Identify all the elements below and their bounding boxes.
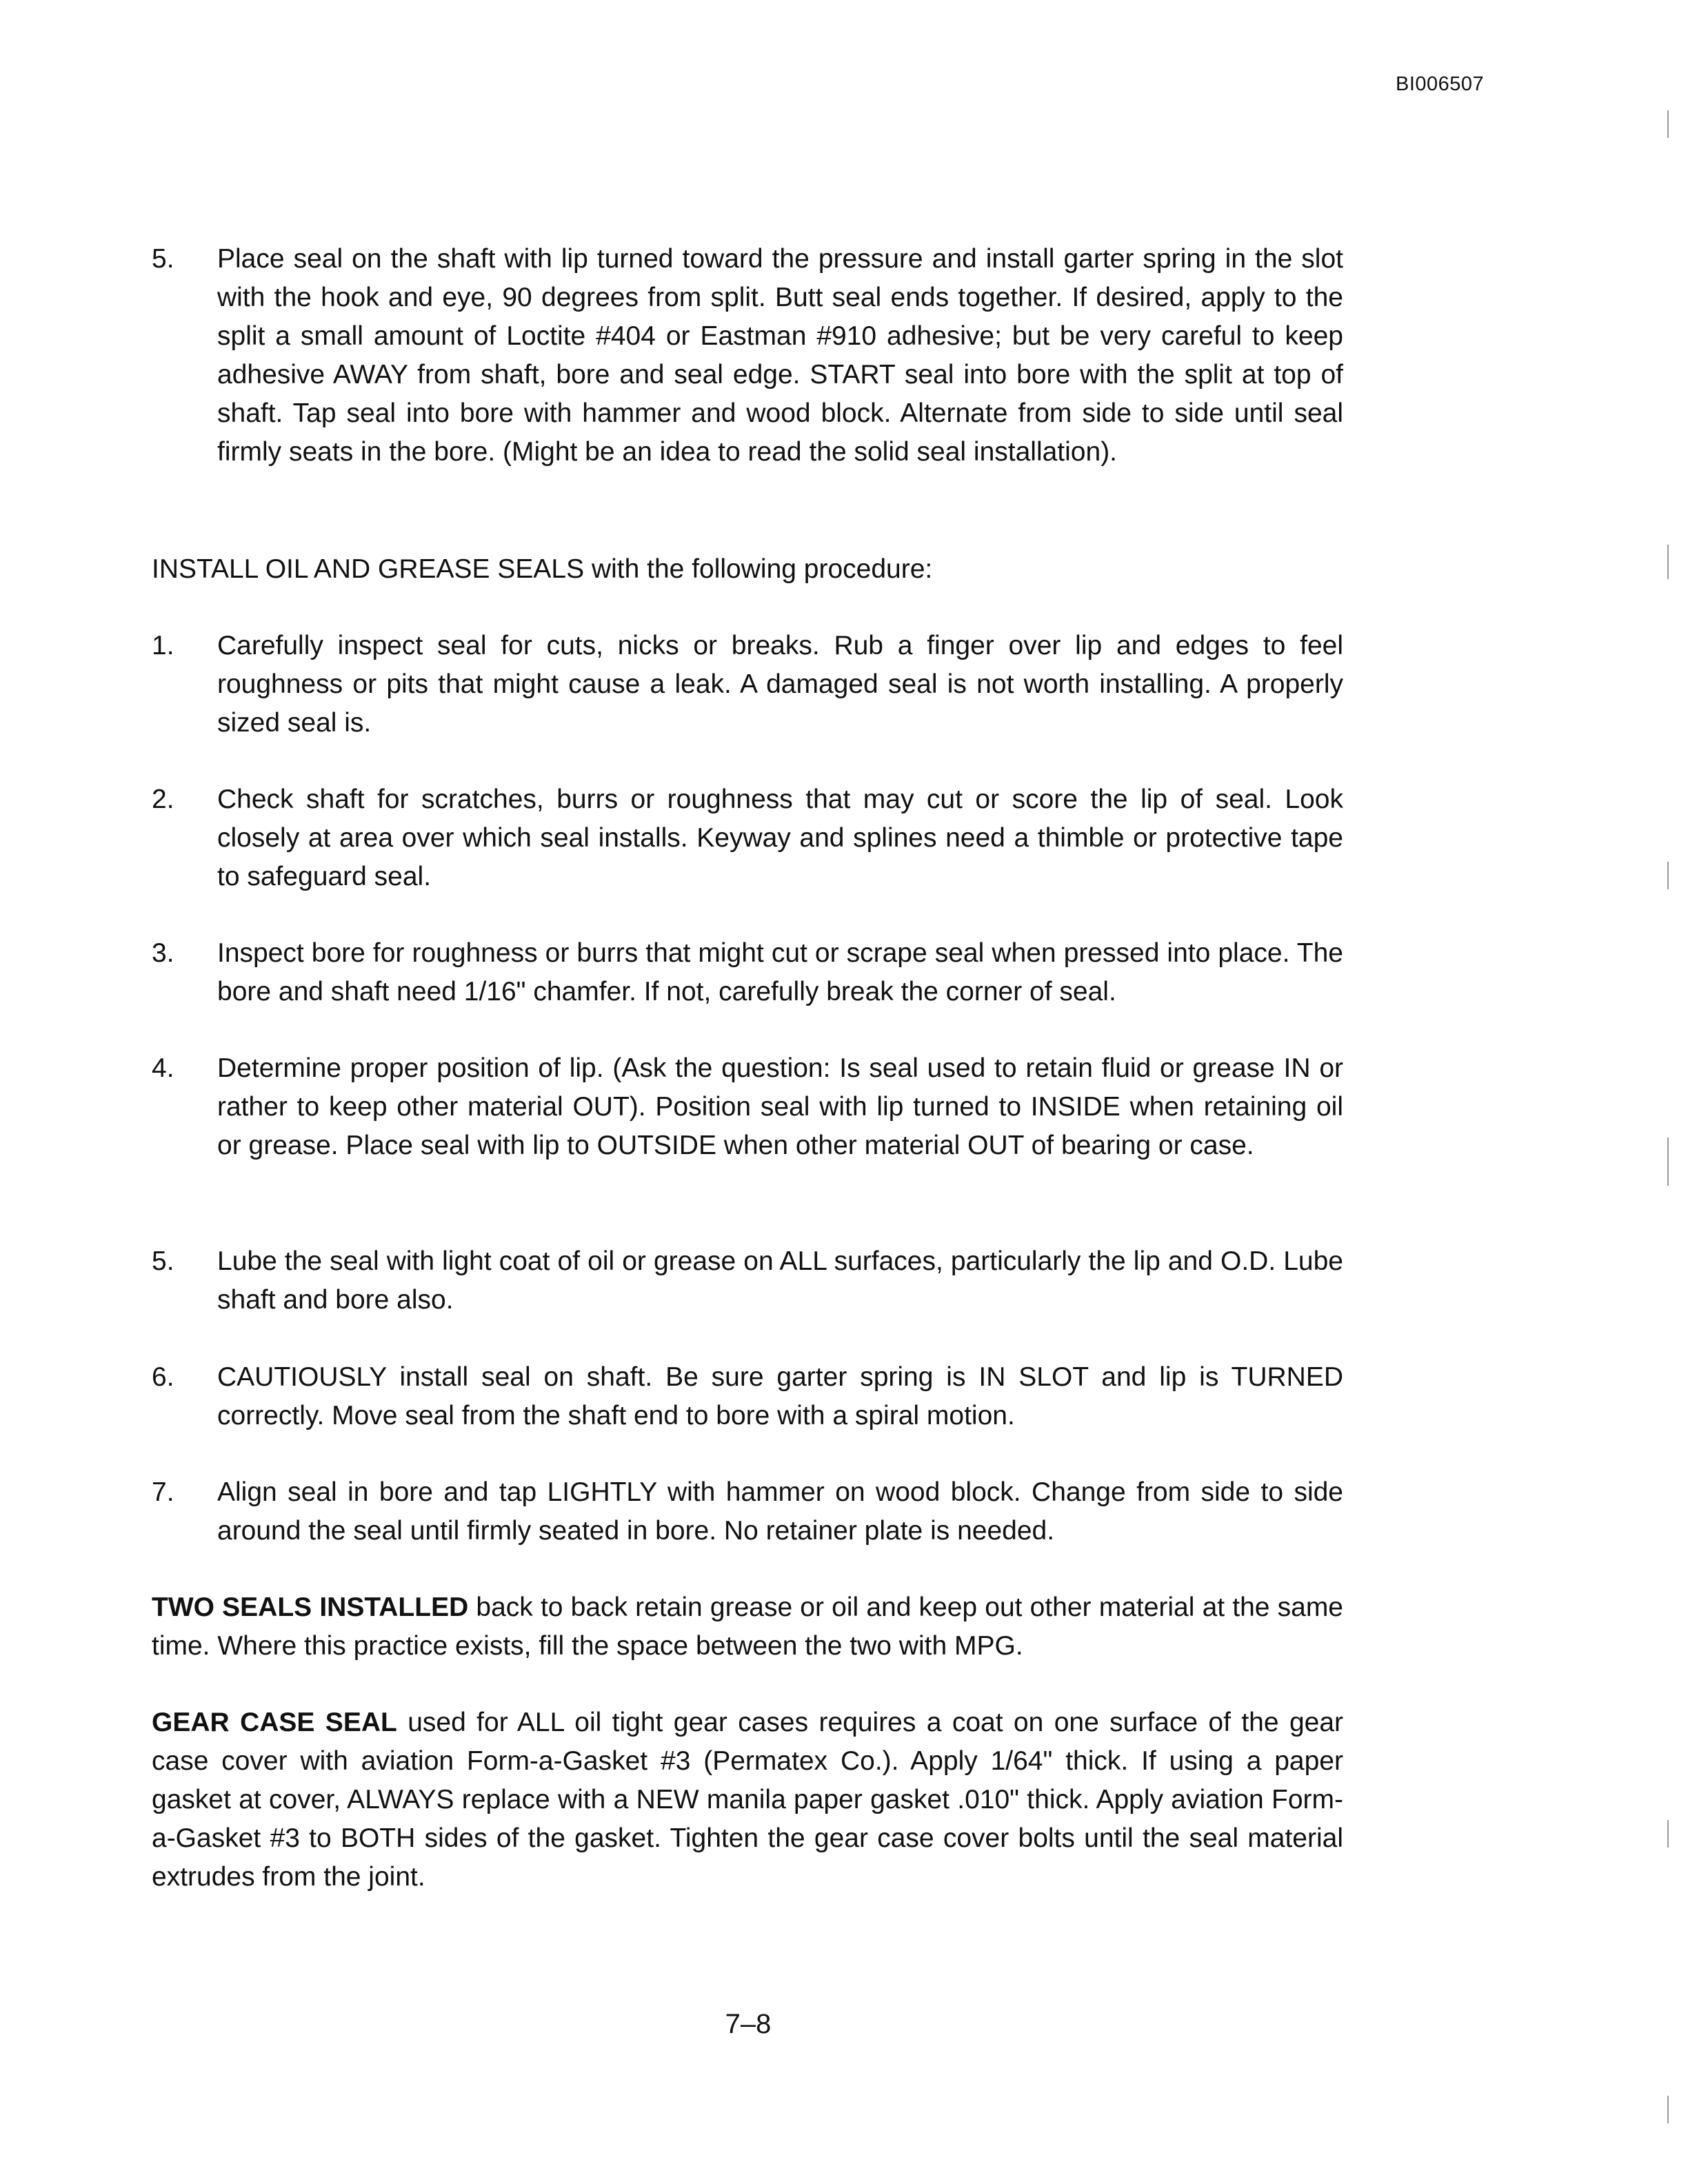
step-number: 6. bbox=[152, 1362, 174, 1392]
step-number: 1. bbox=[152, 631, 174, 660]
step-2 bbox=[152, 780, 1343, 896]
step-6 bbox=[152, 1358, 1343, 1435]
page-number: 7–8 bbox=[725, 2009, 772, 2039]
step-number: 7. bbox=[152, 1477, 174, 1507]
step-4 bbox=[152, 1049, 1343, 1165]
gear-case-text: used for ALL oil tight gear cases requires a coat on one surface of the gear case cover with aviation Form-a-Gasket #3 (Permatex Co.). Apply 1/64" thick. If using a paper gasket at cover, ALWAYS replace with a NEW manila paper gasket .010" thick. Apply aviation Form-a-Gasket #3 to BOTH sides of the gasket. Tighten the gear case cover bolts until the seal material extrudes from the joint. bbox=[152, 1708, 1344, 1892]
step-text: Align seal in bore and tap LIGHTLY with hammer on wood block. Change from side to side around the seal until firmly seated in bore. No retainer plate is needed. bbox=[217, 1477, 1343, 1546]
step-number: 3. bbox=[152, 938, 174, 968]
step-text: Inspect bore for roughness or burrs that might cut or scrape seal when pressed into place. The bore and shaft need 1/16" chamfer. If not, carefully break the corner of seal. bbox=[217, 938, 1343, 1007]
step-text: Lube the seal with light coat of oil or grease on ALL surfaces, particularly the lip and O.D. Lube shaft and bore also. bbox=[217, 1246, 1343, 1315]
step-5 bbox=[152, 1242, 1343, 1320]
step-text: Check shaft for scratches, burrs or roughness that may cut or score the lip of seal. Look closely at area over which seal installs. Keyway and splines need a thimble or protective tape to safeguard seal. bbox=[217, 785, 1343, 891]
step-number: 5. bbox=[152, 244, 174, 274]
scan-edge-mark bbox=[1667, 110, 1669, 138]
scan-edge-mark bbox=[1667, 545, 1669, 579]
step-1 bbox=[152, 627, 1343, 742]
step-7 bbox=[152, 1473, 1343, 1550]
step-number: 5. bbox=[152, 1246, 174, 1276]
scan-edge-mark bbox=[1667, 862, 1669, 889]
document-id: BI006507 bbox=[1396, 73, 1485, 95]
two-seals-text: back to back retain grease or oil and keep out other material at the same time. Where this practice exists, fill the space between the two with MPG. bbox=[152, 1593, 1343, 1661]
gear-case-heading: GEAR CASE SEAL bbox=[152, 1708, 397, 1737]
gear-case-paragraph bbox=[152, 1703, 1343, 1897]
step-text: Carefully inspect seal for cuts, nicks or breaks. Rub a finger over lip and edges to feel roughness or pits that might cause a leak. A damaged seal is not worth installing. A properly sized seal is. bbox=[217, 631, 1343, 738]
step-number: 2. bbox=[152, 785, 174, 814]
intro-step-5 bbox=[152, 240, 1343, 472]
step-3 bbox=[152, 934, 1343, 1011]
section-heading: INSTALL OIL AND GREASE SEALS with the following procedure: bbox=[152, 554, 933, 584]
step-text: Determine proper position of lip. (Ask the question: Is seal used to retain fluid or grease IN or rather to keep other material OUT). Position seal with lip turned to INSIDE when retaining oil or grease. Place seal with lip to OUTSIDE when other material OUT of bearing or case. bbox=[217, 1053, 1343, 1160]
step-number: 4. bbox=[152, 1053, 174, 1083]
step-text: CAUTIOUSLY install seal on shaft. Be sure garter spring is IN SLOT and lip is TURNED correctly. Move seal from the shaft end to bore with a spiral motion. bbox=[217, 1362, 1343, 1430]
step-text: Place seal on the shaft with lip turned toward the pressure and install garter spring in the slot with the hook and eye, 90 degrees from split. Butt seal ends together. If desired, apply to the split a small amount of Loctite #404 or Eastman #910 adhesive; but be very careful to keep adhesive AWAY from shaft, bore and seal edge. START seal into bore with the split at top of shaft. Tap seal into bore with hammer and wood block. Alternate from side to side until seal firmly seats in the bore. (Might be an idea to read the solid seal installation). bbox=[217, 244, 1343, 467]
two-seals-paragraph bbox=[152, 1588, 1343, 1666]
scan-edge-mark bbox=[1667, 2096, 1669, 2123]
scan-edge-mark bbox=[1667, 1138, 1669, 1186]
scan-edge-mark bbox=[1667, 1820, 1669, 1848]
two-seals-heading: TWO SEALS INSTALLED bbox=[152, 1593, 469, 1622]
